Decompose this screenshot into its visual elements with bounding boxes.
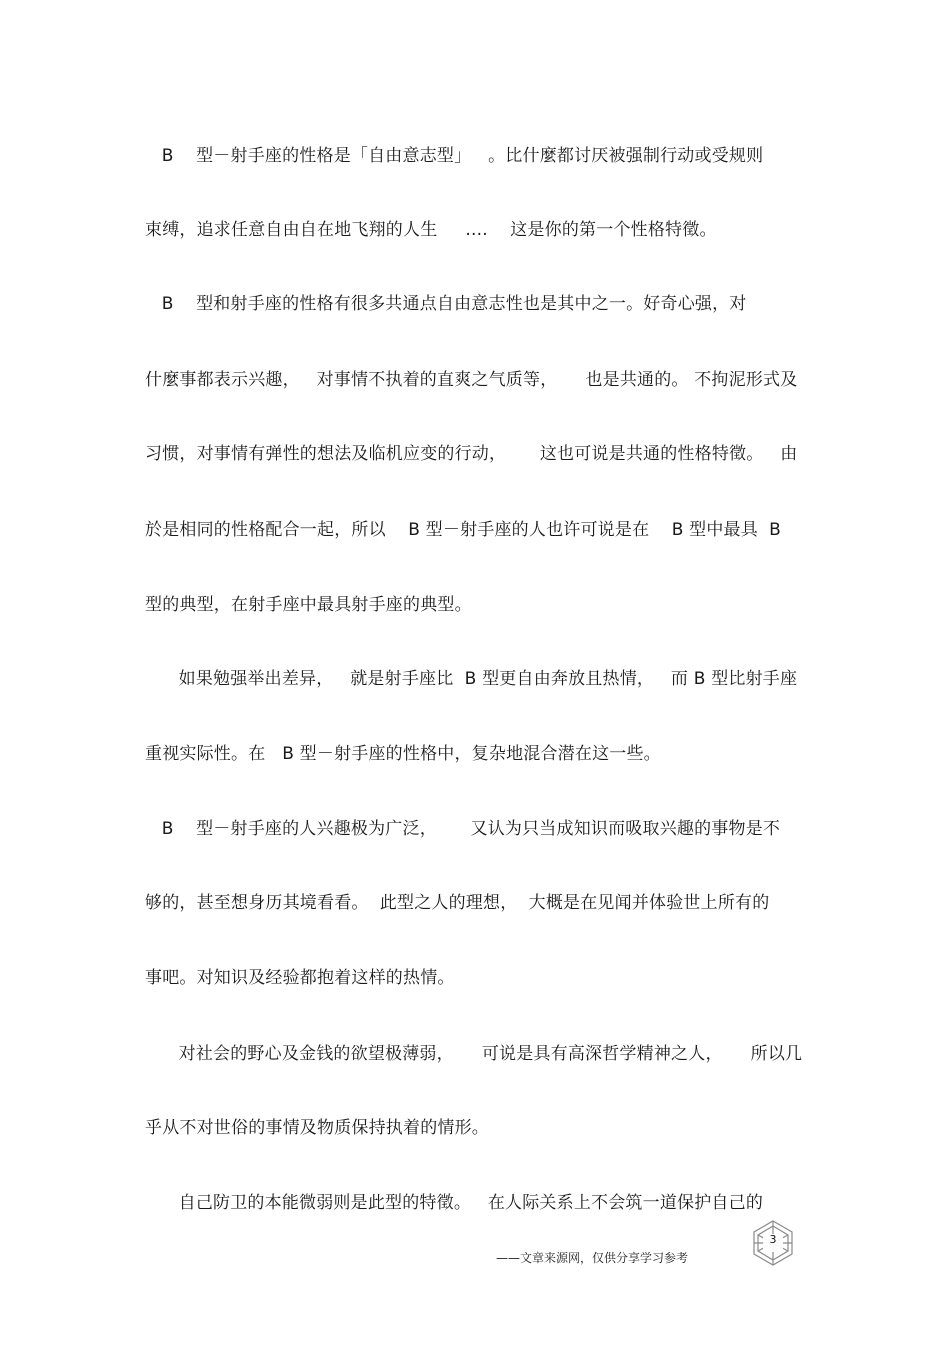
text-line-10: B 型－射手座的人兴趣极为广泛， 又认为只当成知识而吸取兴趣的事物是不 [145,819,781,839]
text-line-14: 乎从不对世俗的事情及物质保持执着的情形。 [145,1118,489,1138]
text-line-6: 於是相同的性格配合一起，所以 B 型－射手座的人也许可说是在 B 型中最具 B [145,520,782,540]
text-line-9: 重视实际性。在 B 型－射手座的性格中，复杂地混合潜在这一些。 [145,744,661,764]
footer-source-note: ——文章来源网，仅供分享学习参考 [496,1251,689,1265]
page-badge [748,1218,798,1268]
text-line-7: 型的典型，在射手座中最具射手座的典型。 [145,595,472,615]
text-line-11: 够的，甚至想身历其境看看。 此型之人的理想， 大概是在见闻并体验世上所有的 [145,893,770,913]
text-line-1: B 型－射手座的性格是「自由意志型」 。比什麼都讨厌被强制行动或受规则 [145,146,764,166]
page-number: 3 [769,1233,777,1246]
text-line-4: 什麼事都表示兴趣， 对事情不执着的直爽之气质等， 也是共通的。 不拘泥形式及 [145,370,798,390]
text-line-12: 事吧。对知识及经验都抱着这样的热情。 [145,968,455,988]
text-line-5: 习惯，对事情有弹性的想法及临机应变的行动， 这也可说是共通的性格特徵。 由 [145,444,798,464]
text-line-8: 如果勉强举出差异， 就是射手座比 B 型更自由奔放且热情， 而 B 型比射手座 [145,669,798,689]
text-line-15: 自己防卫的本能微弱则是此型的特徵。 在人际关系上不会筑一道保护自己的 [145,1193,764,1213]
text-line-13: 对社会的野心及金钱的欲望极薄弱， 可说是具有高深哲学精神之人， 所以几 [145,1044,803,1064]
text-line-3: B 型和射手座的性格有很多共通点自由意志性也是其中之一。好奇心强，对 [145,294,747,314]
text-line-2: 束缚，追求任意自由自在地飞翔的人生 .... 这是你的第一个性格特徵。 [145,220,717,240]
